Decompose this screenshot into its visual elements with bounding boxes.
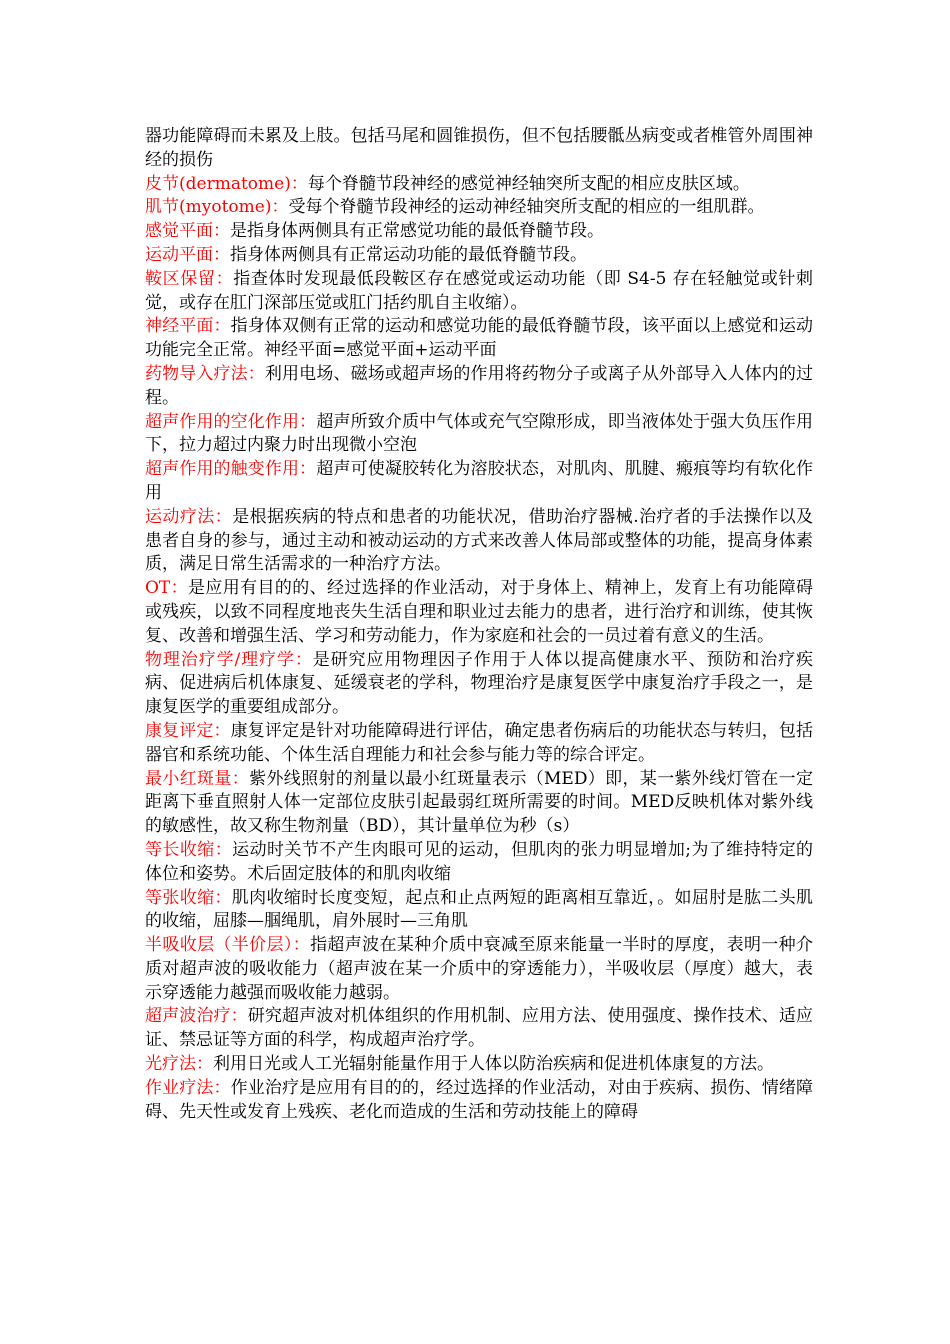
definition-iontophoresis — [145, 363, 813, 411]
definition-text: 指超声波在某种介质中衰减至原来能量一半时的厚度，表明一种介质对超声波的吸收能力（超声波在某一介质中的穿透能力），半吸收层（厚度）越大，表示穿透能力越强而吸收能力越弱。 — [145, 935, 814, 1003]
definition-med — [145, 768, 813, 839]
document-page — [145, 125, 813, 1124]
term-label: 感觉平面： — [145, 221, 230, 242]
definition-ot — [145, 577, 813, 648]
definition-half-value-layer — [145, 934, 813, 1005]
term-label: 神经平面： — [145, 316, 231, 337]
term-label: 最小红斑量： — [145, 768, 250, 789]
definition-exercise-therapy — [145, 506, 813, 577]
definition-text: 指查体时发现最低段鞍区存在感觉或运动功能（即 S4-5 存在轻触觉或针刺觉，或存在肛门深部压觉或肛门括约肌自主收缩）。 — [145, 268, 813, 313]
term-label: 半吸收层（半价层）： — [145, 935, 311, 956]
term-label: 作业疗法： — [145, 1077, 231, 1098]
definition-ultrasound-therapy — [145, 1005, 813, 1053]
definition-text: 是根据疾病的特点和患者的功能状况，借助治疗器械.治疗者的手法操作以及患者自身的参与，通过主动和被动运动的方式来改善人体局部或整体的功能，提高身体素质，满足日常生活需求的一种治疗方法。 — [145, 506, 814, 575]
definition-text: 指身体两侧具有正常运动功能的最低脊髓节段。 — [230, 244, 587, 265]
definition-text: 肌肉收缩时长度变短，起点和止点两短的距离相互靠近，。如屈肘是肱二头肌的收缩，屈膝—腘绳肌，肩外展时—三角肌 — [145, 887, 814, 932]
definition-sensory-level — [145, 220, 813, 244]
term-label: 等张收缩： — [145, 887, 232, 908]
definition-rehab-assessment — [145, 720, 813, 768]
term-label: 康复评定： — [145, 720, 231, 741]
term-label: 运动平面： — [145, 244, 230, 265]
definition-cavitation — [145, 411, 813, 459]
term-label: 肌节(myotome)： — [145, 197, 289, 218]
definition-text: 超声所致介质中气体或充气空隙形成，即当液体处于强大负压作用下，拉力超过内聚力时出现微小空泡 — [145, 411, 814, 456]
intro-paragraph: 器功能障碍而未累及上肢。包括马尾和圆锥损伤，但不包括腰骶丛病变或者椎管外周围神经的损伤 — [145, 126, 813, 170]
definition-text: 指身体双侧有正常的运动和感觉功能的最低脊髓节段，该平面以上感觉和运动功能完全正常。神经平面=感觉平面+运动平面 — [145, 316, 814, 361]
definition-text: 康复评定是针对功能障碍进行评估，确定患者伤病后的功能状态与转归，包括器官和系统功能、个体生活自理能力和社会参与能力等的综合评定。 — [145, 720, 814, 765]
definition-text: 紫外线照射的剂量以最小红斑量表示（MED）即，某一紫外线灯管在一定距离下垂直照射人体一定部位皮肤引起最弱红斑所需要的时间。MED反映机体对紫外线的敏感性，故又称生物剂量（BD），其计量单位为秒（s） — [145, 768, 813, 837]
term-label: OT： — [145, 578, 189, 599]
definition-text: 每个脊髓节段神经的感觉神经轴突所支配的相应皮肤区域。 — [307, 173, 750, 194]
definition-neurological-level — [145, 315, 813, 363]
definition-text: 运动时关节不产生肉眼可见的运动，但肌肉的张力明显增加;为了维持特定的体位和姿势。术后固定肢体的和肌肉收缩 — [145, 839, 813, 884]
definition-text: 利用电场、磁场或超声场的作用将药物分子或离子从外部导入人体内的过程。 — [145, 363, 813, 408]
definition-text: 研究超声波对机体组织的作用机制、应用方法、使用强度、操作技术、适应证、禁忌证等方面的科学，构成超声治疗学。 — [145, 1006, 814, 1051]
term-label: 物理治疗学/理疗学： — [145, 649, 313, 670]
term-label: 光疗法： — [145, 1054, 213, 1075]
term-label: 运动疗法： — [145, 506, 233, 527]
definition-text: 超声可使凝胶转化为溶胶状态，对肌肉、肌腱、瘢痕等均有软化作用 — [145, 459, 814, 503]
term-label: 药物导入疗法： — [145, 363, 265, 384]
term-label: 超声作用的触变作用： — [145, 459, 317, 480]
definition-isotonic — [145, 887, 813, 935]
definition-text: 是研究应用物理因子作用于人体以提高健康水平、预防和治疗疾病、促进病后机体康复、延缓衰老的学科，物理治疗是康复医学中康复治疗手段之一，是康复医学的重要组成部分。 — [145, 649, 813, 718]
term-label: 超声作用的空化作用： — [145, 411, 317, 432]
definition-text: 作业治疗是应用有目的的，经过选择的作业活动，对由于疾病、损伤、情绪障碍、先天性或发育上残疾、老化而造成的生活和劳动技能上的障碍 — [145, 1077, 814, 1122]
definition-sacral-sparing — [145, 268, 813, 316]
definition-motor-level — [145, 244, 813, 268]
definition-dermatome — [145, 173, 813, 197]
definition-myotome — [145, 196, 813, 220]
term-label: 皮节(dermatome)： — [145, 173, 308, 194]
definition-occupational-therapy — [145, 1077, 813, 1125]
term-label: 鞍区保留： — [145, 268, 234, 289]
definition-phototherapy — [145, 1053, 813, 1077]
definition-text: 是指身体两侧具有正常感觉功能的最低脊髓节段。 — [230, 221, 604, 242]
term-label: 等长收缩： — [145, 839, 233, 860]
definition-physiotherapy — [145, 649, 813, 720]
definition-text: 是应用有目的的、经过选择的作业活动，对于身体上、精神上，发育上有功能障碍或残疾，以致不同程度地丧失生活自理和职业过去能力的患者，进行治疗和训练，使其恢复、改善和增强生活、学习和劳动能力，作为家庭和社会的一员过着有意义的生活。 — [145, 578, 814, 646]
term-label: 超声波治疗： — [145, 1006, 248, 1027]
definition-text: 受每个脊髓节段神经的运动神经轴突所支配的相应的一组肌群。 — [288, 197, 765, 218]
definition-isometric — [145, 839, 813, 887]
definition-thixotropy — [145, 458, 813, 506]
definition-text: 利用日光或人工光辐射能量作用于人体以防治疾病和促进机体康复的方法。 — [213, 1054, 774, 1075]
